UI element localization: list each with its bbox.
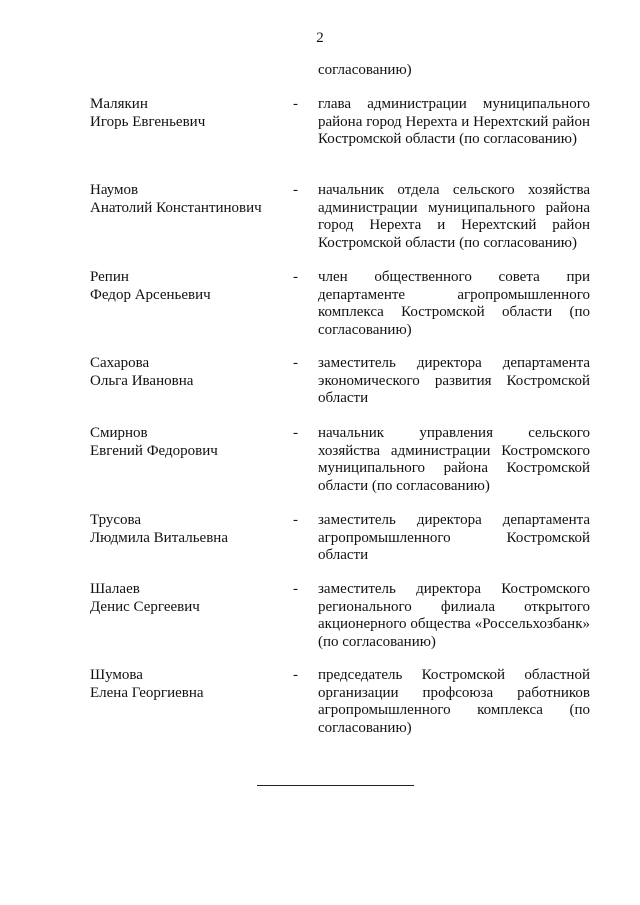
member-surname: Смирнов <box>90 425 148 441</box>
member-entry <box>0 182 640 272</box>
member-given-name: Евгений Федорович <box>90 442 218 459</box>
member-surname: Наумов <box>90 182 139 198</box>
member-name <box>90 667 290 702</box>
member-entry <box>0 581 640 671</box>
member-position: заместитель директора Костромского регионального филиала открытого акционерного общества «Россельхозбанк» (по согласованию) <box>318 581 590 650</box>
dash-separator: - <box>293 581 298 597</box>
member-name <box>90 425 290 460</box>
end-rule <box>257 785 414 786</box>
member-entry <box>0 269 640 359</box>
member-surname: Шумова <box>90 667 143 683</box>
member-given-name: Денис Сергеевич <box>90 598 200 615</box>
member-position: заместитель директора департамента агропромышленного Костромской области <box>318 512 590 563</box>
member-entry <box>0 425 640 515</box>
dash-separator: - <box>293 182 298 198</box>
member-position: член общественного совета при департаменте агропромышленного комплекса Костромской области (по согласованию) <box>318 269 590 338</box>
member-entry <box>0 667 640 757</box>
dash-separator: - <box>293 667 298 683</box>
member-name <box>90 96 290 131</box>
member-position: глава администрации муниципального района город Нерехта и Нерехтский район Костромской области (по согласованию) <box>318 96 590 147</box>
member-position: начальник отдела сельского хозяйства администрации муниципального района город Нерехта и Нерехтский район Костромской области (по согласованию) <box>318 182 590 251</box>
member-surname: Малякин <box>90 96 148 112</box>
dash-separator: - <box>293 512 298 528</box>
dash-separator: - <box>293 425 298 441</box>
dash-separator: - <box>293 355 298 371</box>
member-position: председатель Костромской областной организации профсоюза работников агропромышленного комплекса (по согласованию) <box>318 667 590 736</box>
page-number: 2 <box>316 30 324 46</box>
member-given-name: Федор Арсеньевич <box>90 286 211 303</box>
member-given-name: Анатолий Константинович <box>90 199 262 216</box>
member-surname: Шалаев <box>90 581 140 597</box>
member-name <box>90 355 290 390</box>
member-surname: Репин <box>90 269 129 285</box>
member-given-name: Людмила Витальевна <box>90 529 228 546</box>
member-surname: Сахарова <box>90 355 150 371</box>
member-position: начальник управления сельского хозяйства администрации Костромского муниципального района Костромской области (по согласованию) <box>318 425 590 494</box>
member-name <box>90 269 290 304</box>
dash-separator: - <box>293 96 298 112</box>
member-given-name: Елена Георгиевна <box>90 684 204 701</box>
member-surname: Трусова <box>90 512 142 528</box>
member-name <box>90 512 290 547</box>
member-entry <box>0 96 640 186</box>
dash-separator: - <box>293 269 298 285</box>
member-position: заместитель директора департамента экономического развития Костромской области <box>318 355 590 406</box>
continuation-text: согласованию) <box>318 62 412 78</box>
member-name <box>90 581 290 616</box>
member-given-name: Ольга Ивановна <box>90 372 194 389</box>
member-name <box>90 182 290 217</box>
member-given-name: Игорь Евгеньевич <box>90 113 206 130</box>
